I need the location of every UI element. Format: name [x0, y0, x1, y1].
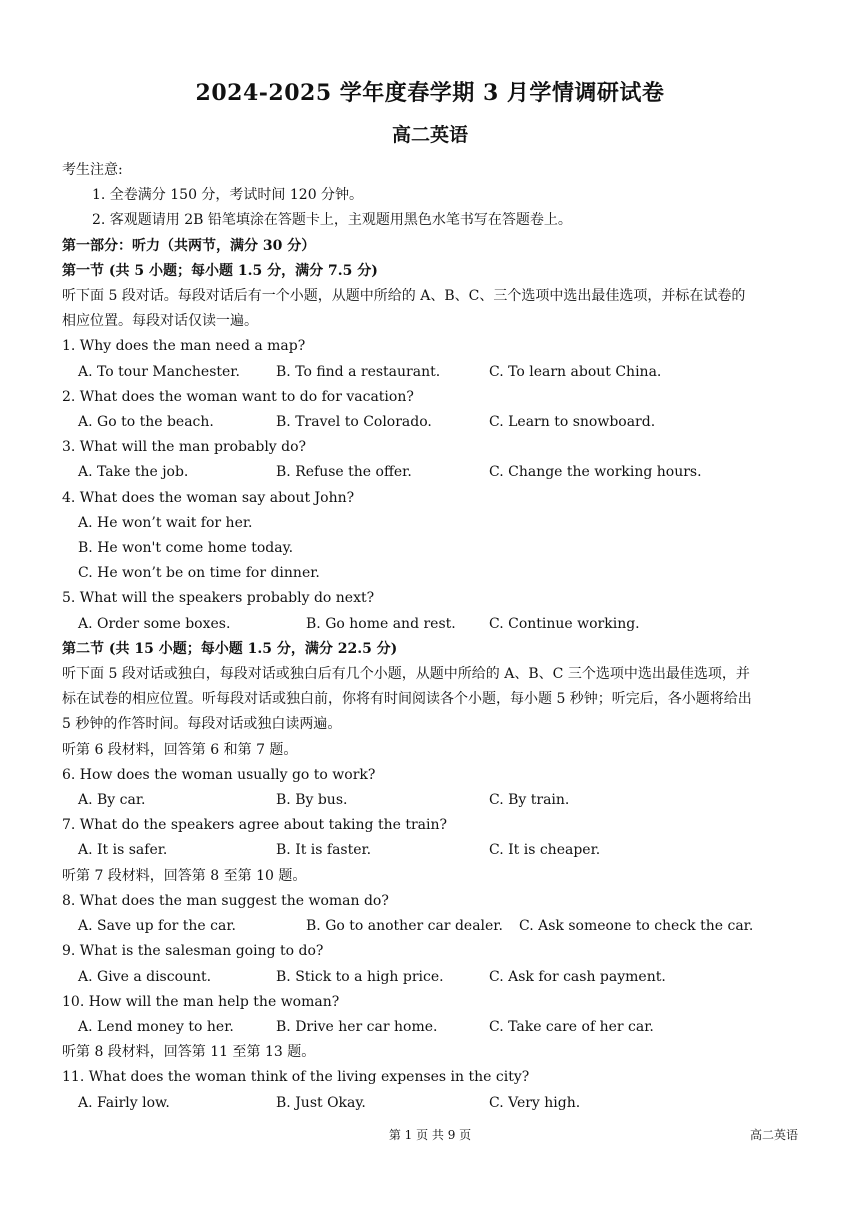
option-b: B. By bus.	[276, 792, 348, 809]
section-instructions: 5 秒钟的作答时间。每段对话或独白读两遍。	[62, 716, 342, 733]
option-a: A. Lend money to her.	[78, 1018, 234, 1035]
exam-subject: 高二英语	[391, 124, 468, 146]
material-lead: 听第 6 段材料，回答第 6 和第 7 题。	[62, 741, 298, 758]
options-row	[62, 965, 802, 990]
option-c: C. He won’t be on time for dinner.	[78, 565, 320, 582]
option-c: C. Ask for cash payment.	[489, 968, 666, 985]
options-row	[62, 1091, 802, 1116]
options-row	[62, 838, 802, 863]
section-heading: 第二节 (共 15 小题；每小题 1.5 分，满分 22.5 分)	[62, 640, 398, 657]
option-c: C. Continue working.	[489, 615, 640, 632]
option-b: B. Refuse the offer.	[276, 464, 412, 481]
question: 11. What does the woman think of the living expenses in the city?	[62, 1069, 530, 1086]
notice-item: 2. 客观题请用 2B 铅笔填涂在答题卡上，主观题用黑色水笔书写在答题卷上。	[92, 212, 572, 229]
option-a: A. Order some boxes.	[78, 615, 231, 632]
option-a: A. Save up for the car.	[78, 918, 236, 935]
material-lead: 听第 8 段材料，回答第 11 至第 13 题。	[62, 1044, 316, 1061]
footer-subject: 高二英语	[749, 1128, 798, 1142]
option-c: C. To learn about China.	[489, 363, 662, 380]
question: 1. Why does the man need a map?	[62, 338, 306, 355]
option-b: B. Go home and rest.	[306, 615, 456, 632]
question: 8. What does the man suggest the woman do?	[62, 892, 389, 909]
question: 2. What does the woman want to do for vacation?	[62, 388, 414, 405]
options-row	[62, 612, 802, 637]
option-b: B. Travel to Colorado.	[276, 414, 432, 431]
question: 9. What is the salesman going to do?	[62, 943, 324, 960]
section-instructions: 相应位置。每段对话仅读一遍。	[62, 313, 258, 330]
section-heading: 第一节 (共 5 小题；每小题 1.5 分，满分 7.5 分)	[62, 262, 378, 279]
options-row	[62, 1015, 802, 1040]
exam-content	[62, 158, 802, 1116]
option-b: B. He won't come home today.	[78, 540, 294, 557]
option-a: A. To tour Manchester.	[78, 363, 240, 380]
option-a: A. Give a discount.	[78, 968, 212, 985]
option-c: C. Very high.	[489, 1094, 581, 1111]
section-instructions: 听下面 5 段对话或独白，每段对话或独白后有几个小题，从题中所给的 A、B、C 三个选项中选出最佳选项，并	[62, 666, 750, 683]
question: 7. What do the speakers agree about taking the train?	[62, 817, 447, 834]
option-c: C. Learn to snowboard.	[489, 414, 656, 431]
option-b: B. Go to another car dealer.	[306, 918, 503, 935]
section-instructions: 听下面 5 段对话。每段对话后有一个小题，从题中所给的 A、B、C、三个选项中选出最佳选项，并标在试卷的	[62, 288, 746, 305]
option-a: A. By car.	[78, 792, 146, 809]
material-lead: 听第 7 段材料，回答第 8 至第 10 题。	[62, 867, 307, 884]
question: 10. How will the man help the woman?	[62, 993, 340, 1010]
question: 6. How does the woman usually go to work?	[62, 766, 376, 783]
question: 5. What will the speakers probably do next?	[62, 590, 375, 607]
options-row	[62, 410, 802, 435]
option-b: B. Drive her car home.	[276, 1018, 438, 1035]
option-a: A. Fairly low.	[78, 1094, 170, 1111]
option-c: C. Take care of her car.	[489, 1018, 654, 1035]
option-c: C. It is cheaper.	[489, 842, 601, 859]
option-b: B. It is faster.	[276, 842, 372, 859]
option-a: A. It is safer.	[78, 842, 168, 859]
option-a: A. He won’t wait for her.	[78, 514, 253, 531]
option-c: C. By train.	[489, 792, 570, 809]
option-b: B. Just Okay.	[276, 1094, 366, 1111]
options-row	[62, 460, 802, 485]
question: 3. What will the man probably do?	[62, 439, 307, 456]
section-instructions: 标在试卷的相应位置。听每段对话或独白前，你将有时间阅读各个小题，每小题 5 秒钟；听完后，各小题将给出	[62, 691, 752, 708]
options-row	[62, 914, 802, 939]
question: 4. What does the woman say about John?	[62, 489, 355, 506]
options-row	[62, 360, 802, 385]
option-c: C. Ask someone to check the car.	[519, 918, 754, 935]
notice-heading: 考生注意:	[62, 162, 123, 178]
notice-item: 1. 全卷满分 150 分，考试时间 120 分钟。	[92, 187, 364, 204]
option-a: A. Take the job.	[78, 464, 189, 481]
exam-title: 2024-2025 学年度春学期 3 月学情调研试卷	[195, 80, 665, 106]
page-number: 第 1 页 共 9 页	[388, 1128, 472, 1142]
option-a: A. Go to the beach.	[78, 414, 214, 431]
options-row	[62, 788, 802, 813]
part-heading: 第一部分：听力（共两节，满分 30 分）	[62, 237, 316, 254]
option-b: B. To find a restaurant.	[276, 363, 441, 380]
option-b: B. Stick to a high price.	[276, 968, 444, 985]
option-c: C. Change the working hours.	[489, 464, 702, 481]
